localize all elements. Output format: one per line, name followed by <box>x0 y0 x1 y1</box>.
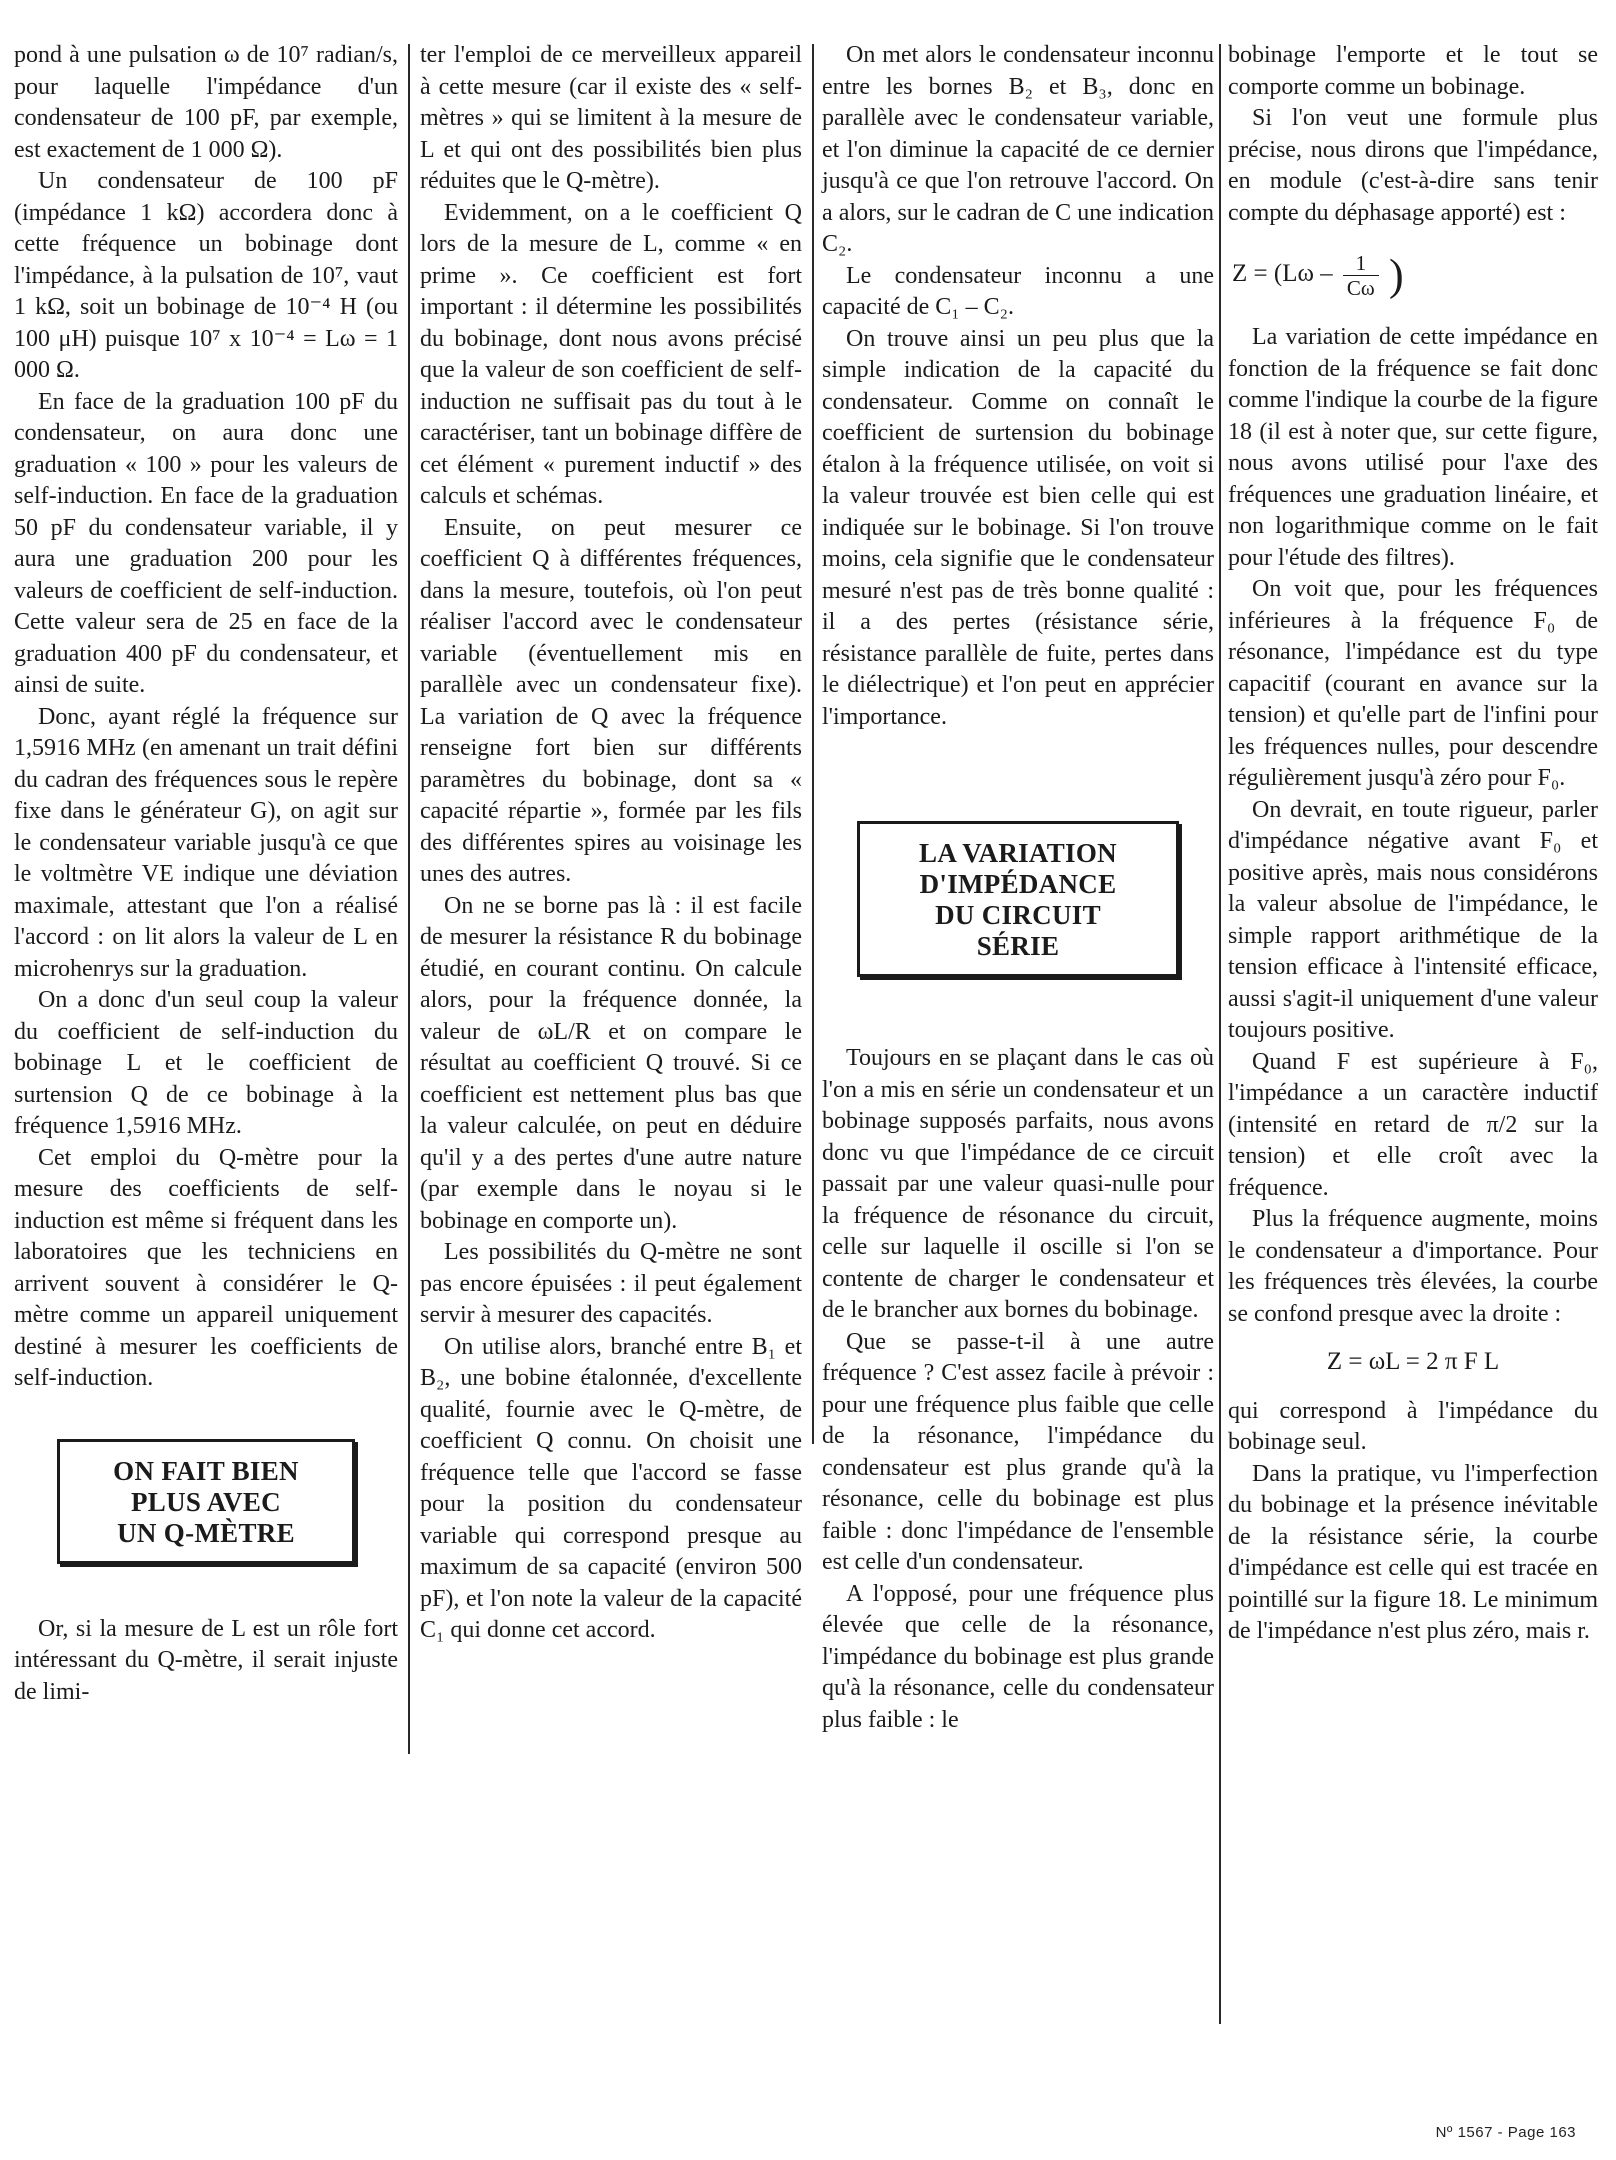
page-footer: Nº 1567 - Page 163 <box>1435 2124 1576 2141</box>
paragraph: Toujours en se plaçant dans le cas où l'on a mis en série un condensateur et un bobinage supposés parfaits, nous avons donc vu que l'impédance de ce circuit passait par une valeur quasi-nulle pour la fréquence de résonance du circuit, celle sur laquelle il oscille si l'on se contente de charger le condensateur et de le brancher aux bornes du bobinage. <box>822 1045 1214 1323</box>
heading-line: DU CIRCUIT <box>935 900 1101 930</box>
paragraph: Le condensateur inconnu a une capacité de C₁ – C₂. <box>822 262 1214 320</box>
paragraph: pond à une pulsation ω de 10⁷ radian/s, pour laquelle l'impédance d'un condensateur de 100 pF, par exemple, est exactement de 1 000 Ω). <box>14 42 398 163</box>
heading-line: PLUS AVEC <box>130 1486 281 1517</box>
paragraph: bobinage l'emporte et le tout se comporte comme un bobinage. <box>1228 42 1598 100</box>
column-3 <box>822 40 1214 1736</box>
heading-line: UN Q-MÈTRE <box>117 1517 295 1548</box>
paragraph: A l'opposé, pour une fréquence plus élevée que celle de la résonance, l'impédance du bobinage est plus grande qu'à la résonance, celle du condensateur plus faible : le <box>822 1580 1214 1733</box>
paragraph: On met alors le condensateur inconnu entre les bornes B₂ et B₃, donc en parallèle avec le condensateur variable, et l'on diminue la capacité de ce dernier jusqu'à ce que l'on retrouve l'accord. On a alors, sur le cadran de C une indication C₂. <box>822 42 1214 257</box>
heading-line: ON FAIT BIEN <box>113 1455 299 1486</box>
paragraph: Dans la pratique, vu l'imperfection du bobinage et la présence inévitable de la résistance série, la courbe d'impédance est celle qui est tracée en pointillé sur la figure 18. Le minimum de l'impédance n'est plus zéro, mais r. <box>1228 1460 1598 1644</box>
paragraph: La variation de cette impédance en fonction de la fréquence se fait donc comme l'indique la courbe de la figure 18 (il est à noter que, sur cette figure, nous avons utilisé pour l'axe des fréquences une graduation linéaire, et non logarithmique comme on le fait pour l'étude des filtres). <box>1228 324 1598 571</box>
fraction <box>1343 251 1379 300</box>
paragraph: Plus la fréquence augmente, moins le condensateur a d'importance. Pour les fréquences très élevées, la courbe se confond presque avec la droite : <box>1228 1206 1598 1327</box>
paragraph: Evidemment, on a le coefficient Q lors de la mesure de L, comme « en prime ». Ce coefficient est fort important : il détermine les possibilités du bobinage, dont nous avons précisé que la valeur de son coefficient de self-induction ne suffisait pas du tout à le caractériser, tant un bobinage diffère de cet élément « purement inductif » des calculs et schémas. <box>420 199 802 509</box>
paragraph: En face de la graduation 100 pF du condensateur, on aura donc une graduation « 100 » pour les valeurs de self-induction. En face de la graduation 50 pF du condensateur variable, il y aura une graduation 200 pour les valeurs de coefficient de self-induction. Cette valeur sera de 25 en face de la graduation 400 pF du condensateur, et ainsi de suite. <box>14 388 398 698</box>
paragraph: On ne se borne pas là : il est facile de mesurer la résistance R du bobinage étudié, en courant continu. On calcule alors, pour la fréquence donnée, la valeur de ωL/R et on compare le résultat au coefficient Q trouvé. Si ce coefficient est nettement plus bas que la valeur calculée, on peut en déduire qu'il y a des pertes d'une autre nature (par exemple dans le noyau si le bobinage en comporte un). <box>420 892 802 1234</box>
paragraph: Si l'on veut une formule plus précise, nous dirons que l'impédance, en module (c'est-à-dire sans tenir compte du déphasage apporté) est : <box>1228 105 1598 226</box>
heading-line: LA VARIATION <box>919 838 1117 868</box>
formula-right: ) <box>1389 250 1404 300</box>
paragraph: Donc, ayant réglé la fréquence sur 1,5916 MHz (en amenant un trait défini du cadran des fréquences sous le repère fixe dans le générateur G), on agit sur le condensateur variable jusqu'à ce que le voltmètre VE indique une déviation maximale, attestant que l'on a réalisé l'accord : on lit alors la valeur de L en microhenrys sur la graduation. <box>14 703 398 982</box>
column-4 <box>1228 40 1598 1648</box>
paragraph: On voit que, pour les fréquences inférieures à la fréquence F₀ de résonance, l'impédance est du type capacitif (courant en avance sur la tension) et qu'elle part de l'infini pour les fréquences nulles, pour descendre régulièrement jusqu'à zéro pour F₀. <box>1228 576 1598 791</box>
paragraph: Les possibilités du Q-mètre ne sont pas encore épuisées : il peut également servir à mesurer des capacités. <box>420 1239 802 1328</box>
paragraph: Ensuite, on peut mesurer ce coefficient Q à différentes fréquences, dans la mesure, toutefois, où l'on peut réaliser l'accord avec le condensateur variable (éventuellement mis en parallèle avec un condensateur fixe). La variation de Q avec la fréquence renseigne fort bien sur différents paramètres du bobinage, dont sa « capacité répartie », formée par les fils des différentes spires au voisinage les unes des autres. <box>420 514 802 887</box>
fraction-numerator: 1 <box>1343 251 1379 276</box>
column-2 <box>420 40 802 1647</box>
paragraph: Un condensateur de 100 pF (impédance 1 kΩ) accordera donc à cette fréquence un bobinage dont l'impédance, à la pulsation de 10⁷, vaut 1 kΩ, soit un bobinage de 10⁻⁴ H (ou 100 μH) puisque 10⁷ x 10⁻⁴ = Lω = 1 000 Ω. <box>14 168 398 383</box>
heading-line: D'IMPÉDANCE <box>919 869 1117 899</box>
paragraph: Or, si la mesure de L est un rôle fort intéressant du Q-mètre, il serait injuste de limi- <box>14 1615 398 1705</box>
formula-left: Z = (Lω – <box>1232 260 1333 288</box>
heading-line: SÉRIE <box>976 931 1060 961</box>
column-1 <box>14 40 398 1708</box>
paragraph: Quand F est supérieure à F₀, l'impédance a un caractère inductif (intensité en retard de π/2 sur la tension) et elle croît avec la fréquence. <box>1228 1048 1598 1201</box>
inductive-formula: Z = ωL = 2 π F L <box>1326 1348 1500 1375</box>
paragraph: qui correspond à l'impédance du bobinage seul. <box>1228 1397 1598 1455</box>
paragraph: Que se passe-t-il à une autre fréquence ? C'est assez facile à prévoir : pour une fréquence plus faible que celle de la résonance, l'impédance du condensateur est plus grande qu'à la résonance, celle du bobinage est plus faible : donc l'impédance de l'ensemble est celle d'un condensateur. <box>822 1328 1214 1575</box>
impedance-formula <box>1232 251 1598 300</box>
paragraph: On a donc d'un seul coup la valeur du coefficient de self-induction du bobinage L et le coefficient de surtension Q de ce bobinage à la fréquence 1,5916 MHz. <box>14 987 398 1139</box>
paragraph: ter l'emploi de ce merveilleux appareil à cette mesure (car il existe des « self-mètres » qui se limitent à la mesure de L et qui ont des possibilités bien plus réduites que le Q-mètre). <box>420 42 802 194</box>
section-heading-variation-impedance <box>857 821 1179 977</box>
paragraph: Cet emploi du Q-mètre pour la mesure des coefficients de self-induction est même si fréquent dans les laboratoires que les techniciens en arrivent souvent à considérer le Q-mètre comme un appareil uniquement destiné à mesurer les coefficients de self-induction. <box>14 1144 398 1391</box>
paragraph: On devrait, en toute rigueur, parler d'impédance négative avant F₀ et positive après, mais nous considérons la valeur absolue de l'impédance, le simple rapport arithmétique de la tension efficace à l'intensité efficace, aussi s'agit-il uniquement d'une valeur toujours positive. <box>1228 796 1598 1043</box>
paragraph: On utilise alors, branché entre B₁ et B₂, une bobine étalonnée, d'excellente qualité, fournie avec le Q-mètre, de coefficient Q connu. On choisit une fréquence telle que l'accord se fasse pour la position du condensateur variable qui correspond presque au maximum de sa capacité (environ 500 pF), et l'on note la valeur de la capacité C₁ qui donne cet accord. <box>420 1333 802 1643</box>
paragraph: On trouve ainsi un peu plus que la simple indication de la capacité du condensateur. Comme on connaît le coefficient de surtension du bobinage étalon à la fréquence utilisée, on voit si la valeur trouvée est bien celle qui est indiquée sur le bobinage. Si l'on trouve moins, cela signifie que le condensateur mesuré n'est pas de très bonne qualité : il a des pertes (résistance série, résistance parallèle de fuite, pertes dans le diélectrique) et l'on peut en apprécier l'importance. <box>822 325 1214 730</box>
fraction-denominator: Cω <box>1346 276 1375 300</box>
column-rule <box>1219 44 1221 2024</box>
column-rule <box>812 44 814 1444</box>
section-heading-q-metre <box>57 1439 355 1564</box>
column-rule <box>408 44 410 1754</box>
